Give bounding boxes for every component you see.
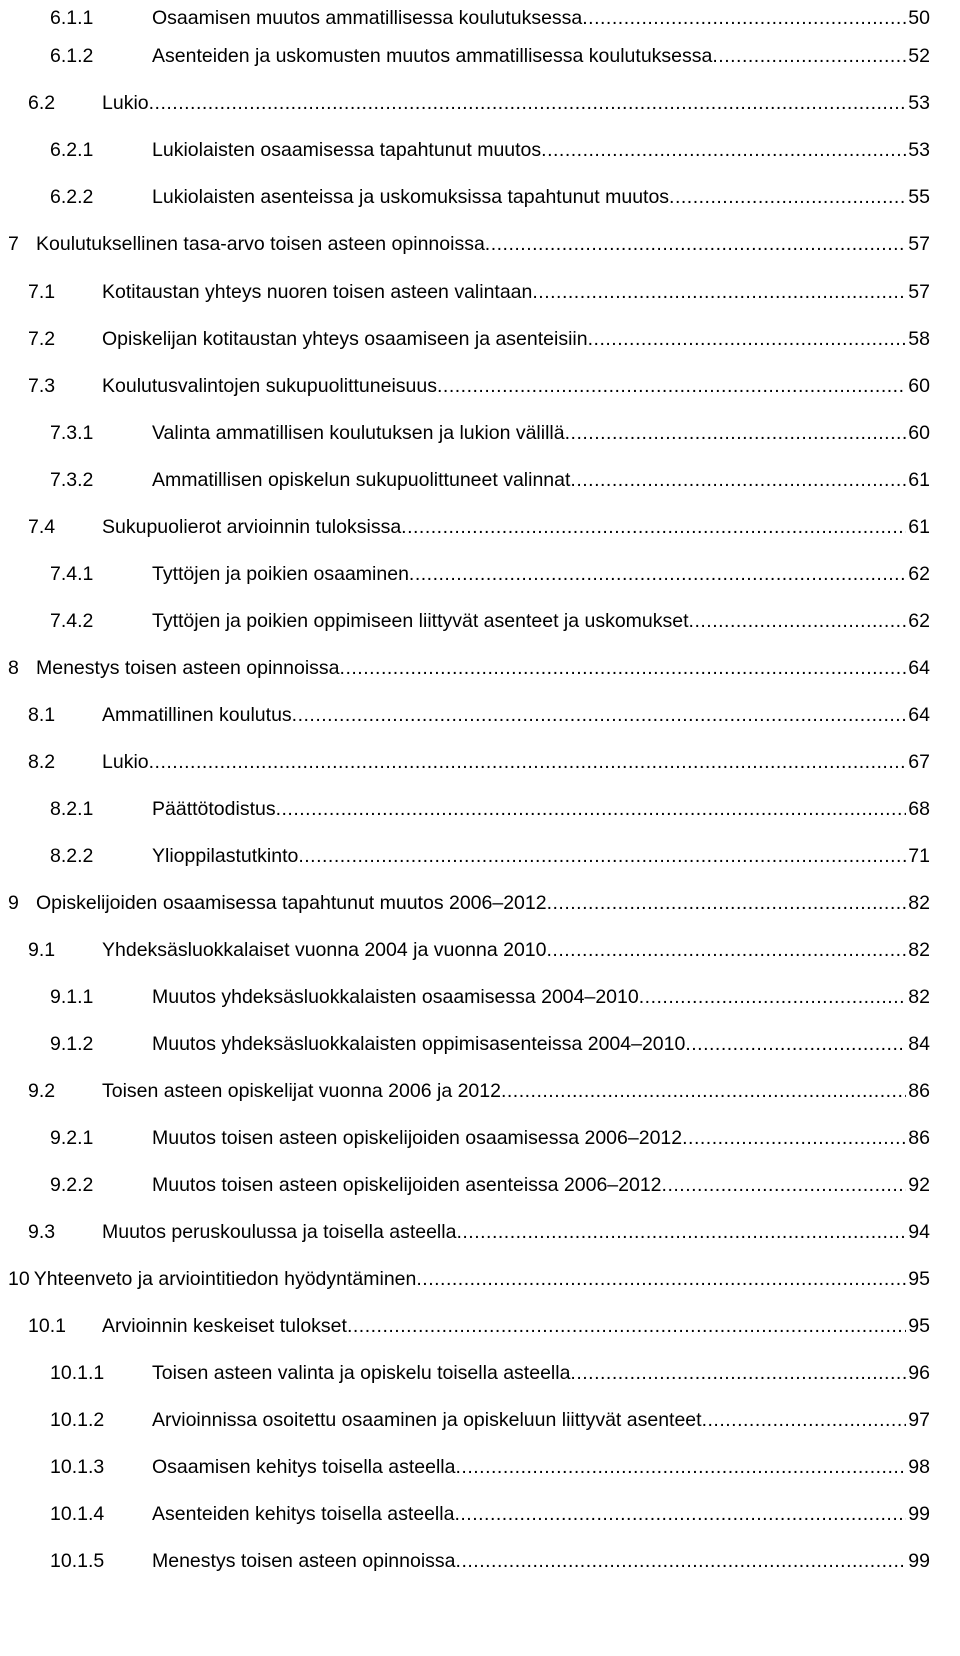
toc-entry-title: Valinta ammatillisen koulutuksen ja lukion välillä	[152, 422, 565, 444]
toc-entry-number: 7.3.2	[50, 469, 94, 491]
toc-entry-page: 58	[908, 328, 930, 350]
toc-entry[interactable]	[0, 1169, 930, 1201]
toc-entry-title: Muutos toisen asteen opiskelijoiden osaamisessa 2006–2012	[152, 1127, 683, 1149]
toc-entry-page: 99	[908, 1503, 930, 1525]
toc-entry-number: 8	[8, 657, 19, 679]
toc-entry-page: 57	[908, 233, 930, 255]
toc-entry-title: Lukio	[102, 751, 149, 773]
toc-entry-page: 99	[908, 1550, 930, 1572]
toc-entry[interactable]	[0, 699, 930, 731]
toc-entry-title: Päättötodistus	[152, 798, 276, 820]
toc-entry-page: 61	[908, 469, 930, 491]
toc-entry-page: 60	[908, 375, 930, 397]
dot-leader	[455, 1451, 906, 1483]
dot-leader	[437, 370, 906, 402]
toc-entry-page: 94	[908, 1221, 930, 1243]
toc-entry[interactable]	[0, 1075, 930, 1107]
toc-entry[interactable]	[0, 1263, 930, 1295]
toc-entry[interactable]	[0, 87, 930, 119]
toc-entry-title: Muutos toisen asteen opiskelijoiden asenteissa 2006–2012	[152, 1174, 662, 1196]
dot-leader	[276, 793, 907, 825]
toc-entry-title: Toisen asteen opiskelijat vuonna 2006 ja 2012	[102, 1080, 501, 1102]
toc-entry-title: Lukiolaisten asenteissa ja uskomuksissa tapahtunut muutos	[152, 186, 670, 208]
dot-leader	[682, 1122, 906, 1154]
toc-entry[interactable]	[0, 276, 930, 308]
toc-entry-page: 86	[908, 1127, 930, 1149]
toc-entry-page: 50	[908, 7, 930, 29]
toc-entry-page: 95	[908, 1268, 930, 1290]
toc-entry-title: Tyttöjen ja poikien oppimiseen liittyvät asenteet ja uskomukset	[152, 610, 689, 632]
toc-entry-number: 8.2.2	[50, 845, 94, 867]
toc-entry-page: 53	[908, 139, 930, 161]
dot-leader	[662, 1169, 907, 1201]
dot-leader	[639, 981, 907, 1013]
toc-entry[interactable]	[0, 1028, 930, 1060]
toc-entry[interactable]	[0, 981, 930, 1013]
toc-entry-number: 6.1.2	[50, 45, 94, 67]
toc-entry[interactable]	[0, 793, 930, 825]
toc-entry-page: 97	[908, 1409, 930, 1431]
toc-entry-number: 6.2	[28, 92, 56, 114]
dot-leader	[456, 1545, 907, 1577]
dot-leader	[149, 87, 907, 119]
dot-leader	[547, 887, 907, 919]
toc-entry-number: 10.1.5	[50, 1550, 105, 1572]
toc-entry-page: 68	[908, 798, 930, 820]
toc-entry-title: Muutos yhdeksäsluokkalaisten osaamisessa 2004–2010	[152, 986, 639, 1008]
dot-leader	[347, 1310, 906, 1342]
dot-leader	[501, 1075, 906, 1107]
toc-entry[interactable]	[0, 464, 930, 496]
dot-leader	[456, 1216, 906, 1248]
dot-leader	[401, 511, 906, 543]
toc-entry-title: Koulutusvalintojen sukupuolittuneisuus	[102, 375, 437, 397]
toc-entry-number: 6.2.1	[50, 139, 94, 161]
dot-leader	[454, 1498, 906, 1530]
toc-entry-title: Arvioinnin keskeiset tulokset	[102, 1315, 347, 1337]
toc-entry-number: 7.4.1	[50, 563, 94, 585]
toc-entry-title: Menestys toisen asteen opinnoissa	[36, 657, 340, 679]
dot-leader	[532, 276, 906, 308]
toc-entry[interactable]	[0, 323, 930, 355]
toc-entry[interactable]	[0, 1545, 930, 1577]
dot-leader	[547, 934, 907, 966]
dot-leader	[712, 40, 906, 72]
toc-entry[interactable]	[0, 934, 930, 966]
toc-entry-title: Opiskelijoiden osaamisessa tapahtunut muutos 2006–2012	[36, 892, 547, 914]
dot-leader	[541, 134, 906, 166]
toc-entry-page: 62	[908, 610, 930, 632]
dot-leader	[689, 605, 907, 637]
toc-entry-title: Opiskelijan kotitaustan yhteys osaamiseen ja asenteisiin	[102, 328, 588, 350]
toc-entry-number: 7.4	[28, 516, 56, 538]
toc-entry[interactable]	[0, 1310, 930, 1342]
toc-entry-number: 10.1.1	[50, 1362, 105, 1384]
toc-entry-page: 62	[908, 563, 930, 585]
toc-entry[interactable]	[0, 1451, 930, 1483]
dot-leader	[570, 1357, 906, 1389]
toc-entry-title: Tyttöjen ja poikien osaaminen	[152, 563, 409, 585]
dot-leader	[582, 2, 906, 34]
toc-entry-title: Arvioinnissa osoitettu osaaminen ja opiskeluun liittyvät asenteet	[152, 1409, 702, 1431]
toc-entry-page: 82	[908, 986, 930, 1008]
dot-leader	[685, 1028, 906, 1060]
dot-leader	[292, 699, 907, 731]
toc-entry[interactable]	[0, 1122, 930, 1154]
dot-leader	[669, 181, 906, 213]
dot-leader	[340, 652, 907, 684]
toc-entry[interactable]	[0, 2, 930, 34]
toc-entry-number: 6.2.2	[50, 186, 94, 208]
toc-entry-number: 10.1.4	[50, 1503, 105, 1525]
toc-entry-number: 7.3.1	[50, 422, 94, 444]
dot-leader	[570, 464, 906, 496]
toc-entry-page: 96	[908, 1362, 930, 1384]
toc-entry-title: Toisen asteen valinta ja opiskelu toisella asteella	[152, 1362, 571, 1384]
toc-entry-page: 60	[908, 422, 930, 444]
toc-entry-title: Yhdeksäsluokkalaiset vuonna 2004 ja vuonna 2010	[102, 939, 547, 961]
toc-entry-page: 67	[908, 751, 930, 773]
toc-entry-number: 7.3	[28, 375, 56, 397]
toc-entry-page: 84	[908, 1033, 930, 1055]
toc-entry-page: 57	[908, 281, 930, 303]
dot-leader	[588, 323, 907, 355]
toc-entry-page: 64	[908, 657, 930, 679]
toc-entry[interactable]	[0, 40, 930, 72]
toc-entry-title: Menestys toisen asteen opinnoissa	[152, 1550, 456, 1572]
toc-entry[interactable]	[0, 417, 930, 449]
toc-entry-number: 8.1	[28, 704, 56, 726]
toc-entry-page: 52	[908, 45, 930, 67]
toc-entry-title: Kotitaustan yhteys nuoren toisen asteen valintaan	[102, 281, 533, 303]
toc-entry-number: 6.1.1	[50, 7, 94, 29]
toc-entry[interactable]	[0, 1404, 930, 1436]
toc-entry[interactable]	[0, 228, 930, 260]
toc-entry-title: Lukio	[102, 92, 149, 114]
dot-leader	[409, 558, 906, 590]
toc-entry-title: Yhteenveto ja arviointitiedon hyödyntäminen	[33, 1268, 417, 1290]
dot-leader	[298, 840, 906, 872]
toc-entry-title: Koulutuksellinen tasa-arvo toisen asteen opinnoissa	[36, 233, 485, 255]
toc-entry-number: 9	[8, 892, 19, 914]
toc-entry-number: 7.4.2	[50, 610, 94, 632]
toc-entry-number: 10.1	[28, 1315, 66, 1337]
toc-entry-number: 9.1.1	[50, 986, 94, 1008]
toc-entry[interactable]	[0, 887, 930, 919]
toc-entry-title: Ammatillinen koulutus	[102, 704, 292, 726]
toc-entry-page: 98	[908, 1456, 930, 1478]
toc-entry-number: 9.1	[28, 939, 56, 961]
toc-entry-page: 82	[908, 892, 930, 914]
toc-entry-page: 64	[908, 704, 930, 726]
dot-leader	[416, 1263, 906, 1295]
toc-entry-number: 10.1.2	[50, 1409, 105, 1431]
toc-entry[interactable]	[0, 1357, 930, 1389]
toc-entry-page: 86	[908, 1080, 930, 1102]
toc-entry[interactable]	[0, 840, 930, 872]
toc-entry-number: 10.1.3	[50, 1456, 105, 1478]
toc-entry[interactable]	[0, 181, 930, 213]
toc-entry-number: 9.2.2	[50, 1174, 94, 1196]
toc-entry-title: Sukupuolierot arvioinnin tuloksissa	[102, 516, 402, 538]
toc-entry-number: 7.2	[28, 328, 56, 350]
toc-entry-number: 10	[8, 1268, 30, 1290]
toc-entry[interactable]	[0, 1216, 930, 1248]
toc-entry[interactable]	[0, 652, 930, 684]
toc-entry-page: 82	[908, 939, 930, 961]
toc-entry-number: 7	[8, 233, 19, 255]
toc-entry-number: 8.2	[28, 751, 56, 773]
toc-entry[interactable]	[0, 558, 930, 590]
toc-entry-page: 53	[908, 92, 930, 114]
toc-entry-page: 61	[908, 516, 930, 538]
toc-entry[interactable]	[0, 511, 930, 543]
toc-entry-number: 9.3	[28, 1221, 56, 1243]
toc-entry-page: 71	[908, 845, 930, 867]
toc-entry-number: 9.2.1	[50, 1127, 94, 1149]
toc-entry-page: 92	[908, 1174, 930, 1196]
dot-leader	[485, 228, 907, 260]
toc-entry-title: Asenteiden kehitys toisella asteella	[152, 1503, 455, 1525]
toc-entry-title: Muutos yhdeksäsluokkalaisten oppimisasenteissa 2004–2010	[152, 1033, 686, 1055]
toc-entry-number: 9.1.2	[50, 1033, 94, 1055]
toc-entry-title: Ammatillisen opiskelun sukupuolittuneet valinnat	[152, 469, 571, 491]
toc-entry-number: 8.2.1	[50, 798, 94, 820]
toc-entry-number: 9.2	[28, 1080, 56, 1102]
dot-leader	[702, 1404, 907, 1436]
toc-entry-title: Muutos peruskoulussa ja toisella asteella	[102, 1221, 457, 1243]
toc-entry-title: Ylioppilastutkinto	[152, 845, 299, 867]
toc-entry-title: Asenteiden ja uskomusten muutos ammatillisessa koulutuksessa	[152, 45, 713, 67]
toc-entry[interactable]	[0, 746, 930, 778]
toc-entry-title: Lukiolaisten osaamisessa tapahtunut muutos	[152, 139, 542, 161]
toc-entry-title: Osaamisen muutos ammatillisessa koulutuksessa	[152, 7, 583, 29]
toc-entry-page: 55	[908, 186, 930, 208]
dot-leader	[565, 417, 907, 449]
toc-entry[interactable]	[0, 370, 930, 402]
toc-entry-title: Osaamisen kehitys toisella asteella	[152, 1456, 456, 1478]
toc-entry[interactable]	[0, 134, 930, 166]
toc-entry-number: 7.1	[28, 281, 56, 303]
toc-entry[interactable]	[0, 605, 930, 637]
toc-entry[interactable]	[0, 1498, 930, 1530]
toc-entry-page: 95	[908, 1315, 930, 1337]
dot-leader	[149, 746, 907, 778]
